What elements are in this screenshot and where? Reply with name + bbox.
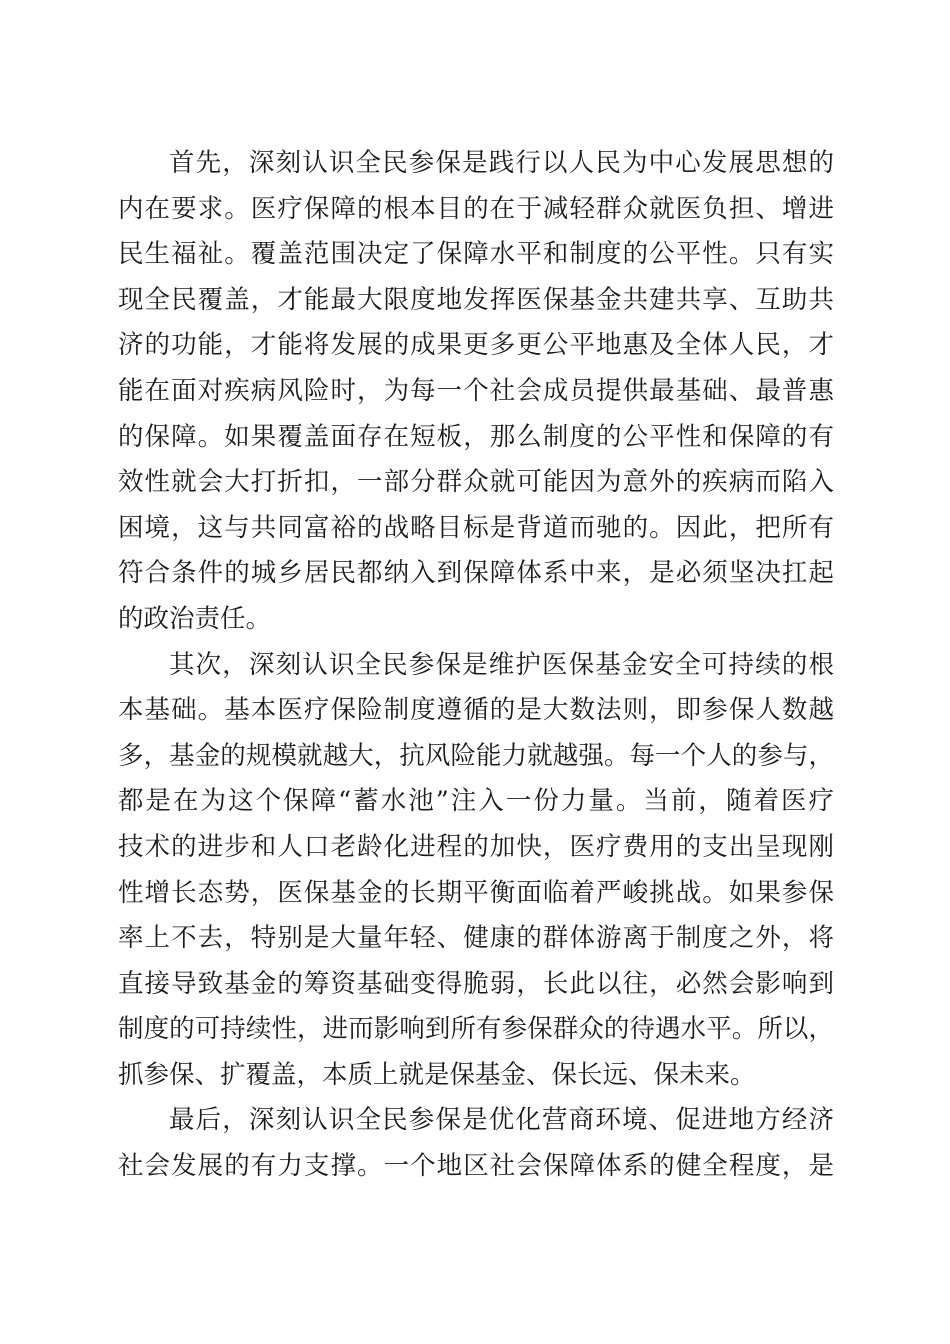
paragraph-line: 的政治责任。 — [118, 603, 272, 634]
paragraph-line: 首先，深刻认识全民参保是践行以人民为中心发展思想的 — [169, 148, 834, 178]
paragraph-line: 制度的可持续性，进而影响到所有参保群众的待遇水平。所以， — [118, 1014, 834, 1045]
paragraph-line: 性增长态势，医保基金的长期平衡面临着严峻挑战。如果参保 — [118, 877, 834, 908]
paragraph-line: 能在面对疾病风险时，为每一个社会成员提供最基础、最普惠 — [118, 375, 834, 406]
paragraph-2 — [118, 643, 834, 1099]
paragraph-line: 多，基金的规模就越大，抗风险能力就越强。每一个人的参与， — [118, 740, 834, 771]
paragraph-line: 符合条件的城乡居民都纳入到保障体系中来，是必须坚决扛起 — [118, 558, 834, 589]
paragraph-line: 抓参保、扩覆盖，本质上就是保基金、保长远、保未来。 — [118, 1059, 756, 1090]
paragraph-line: 内在要求。医疗保障的根本目的在于减轻群众就医负担、增进 — [118, 193, 834, 224]
paragraph-1 — [118, 141, 834, 643]
paragraph-line: 现全民覆盖，才能最大限度地发挥医保基金共建共享、互助共 — [118, 284, 834, 315]
paragraph-line: 其次，深刻认识全民参保是维护医保基金安全可持续的根 — [169, 649, 834, 680]
paragraph-line: 都是在为这个保障“蓄水池”注入一份力量。当前，随着医疗 — [118, 786, 834, 817]
paragraph-3 — [118, 1098, 834, 1189]
paragraph-line: 社会发展的有力支撑。一个地区社会保障体系的健全程度，是 — [118, 1151, 834, 1182]
document-body — [118, 141, 834, 1190]
paragraph-line: 的保障。如果覆盖面存在短板，那么制度的公平性和保障的有 — [118, 421, 834, 452]
paragraph-line: 率上不去，特别是大量年轻、健康的群体游离于制度之外，将 — [118, 923, 834, 954]
paragraph-line: 最后，深刻认识全民参保是优化营商环境、促进地方经济 — [169, 1105, 834, 1136]
paragraph-line: 困境，这与共同富裕的战略目标是背道而驰的。因此，把所有 — [118, 512, 834, 543]
paragraph-line: 民生福祉。覆盖范围决定了保障水平和制度的公平性。只有实 — [118, 239, 834, 270]
paragraph-line: 本基础。基本医疗保险制度遵循的是大数法则，即参保人数越 — [118, 695, 834, 726]
paragraph-line: 效性就会大打折扣，一部分群众就可能因为意外的疾病而陷入 — [118, 467, 834, 498]
paragraph-line: 济的功能，才能将发展的成果更多更公平地惠及全体人民，才 — [118, 330, 834, 361]
paragraph-line: 技术的进步和人口老龄化进程的加快，医疗费用的支出呈现刚 — [118, 831, 834, 862]
paragraph-line: 直接导致基金的筹资基础变得脆弱，长此以往，必然会影响到 — [118, 968, 834, 999]
